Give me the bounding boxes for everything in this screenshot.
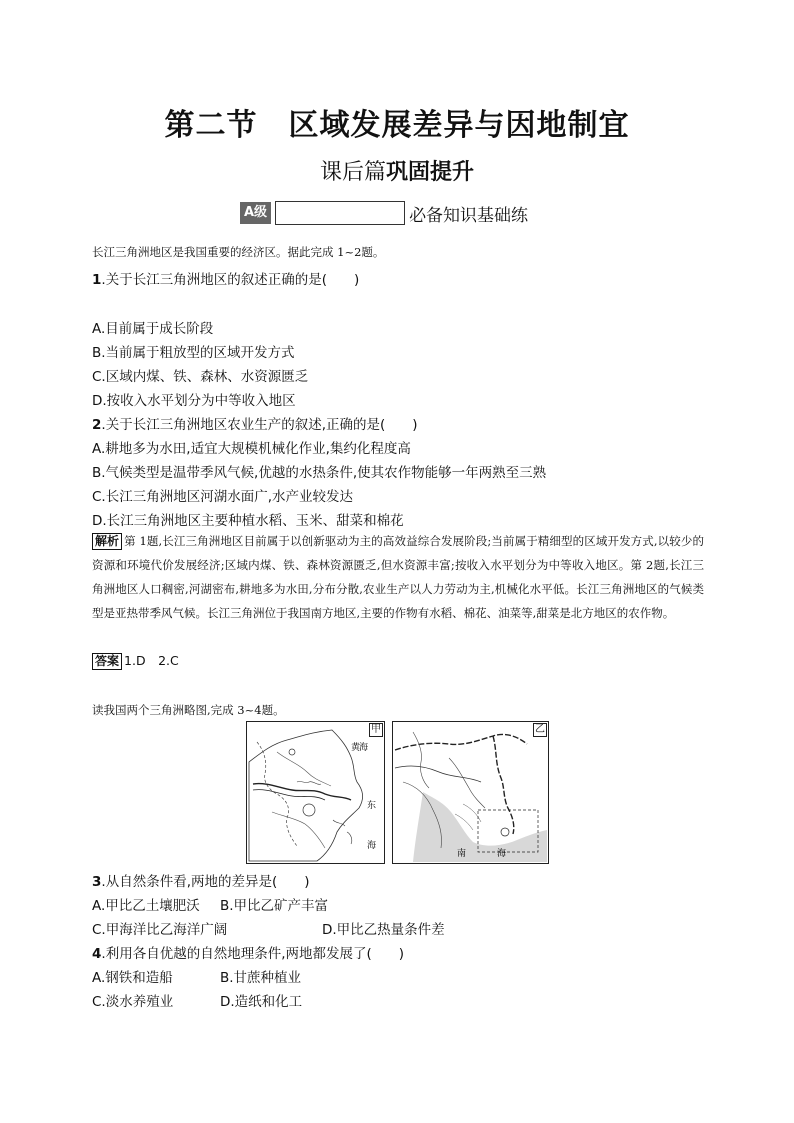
- question-1-stem: .关于长江三角洲地区的叙述正确的是( ): [101, 272, 360, 288]
- q2-option-d: D.长江三角洲地区主要种植水稻、玉米、甜菜和棉花: [92, 513, 404, 529]
- question-4: [92, 942, 404, 962]
- q1-option-c: C.区域内煤、铁、森林、水资源匮乏: [92, 369, 309, 385]
- intro-2: 读我国两个三角洲略图,完成 3~4题。: [92, 703, 285, 717]
- intro-1: 长江三角洲地区是我国重要的经济区。据此完成 1~2题。: [92, 245, 385, 259]
- map-jia-text-4: 海: [367, 840, 377, 850]
- page-title: 第二节 区域发展差异与因地制宜: [164, 108, 630, 143]
- analysis-block: [92, 529, 704, 625]
- map-yi-text-1: 南: [457, 848, 467, 858]
- q1-option-d: D.按收入水平划分为中等收入地区: [92, 393, 296, 409]
- q3-option-b: B.甲比乙矿产丰富: [220, 898, 329, 914]
- level-badge: A级: [240, 202, 271, 224]
- level-header: [240, 200, 528, 226]
- map-yi-label: 乙: [535, 724, 545, 735]
- question-2-stem: .关于长江三角洲地区农业生产的叙述,正确的是( ): [101, 417, 418, 433]
- answer-text: 1.D 2.C: [124, 653, 179, 668]
- q1-option-b: B.当前属于粗放型的区域开发方式: [92, 345, 295, 361]
- q4-option-d: D.造纸和化工: [220, 994, 303, 1010]
- subtitle-part-a: 课后篇: [319, 160, 386, 185]
- level-label: 必备知识基础练: [409, 205, 529, 226]
- question-3: [92, 870, 310, 890]
- question-3-stem: .从自然条件看,两地的差异是( ): [101, 874, 310, 890]
- question-2-number: 2: [92, 417, 102, 433]
- analysis-tag: 解析: [92, 533, 122, 550]
- q4-option-b: B.甘蔗种植业: [220, 970, 302, 986]
- map-jia-drawing: [247, 722, 384, 863]
- q3-option-d: D.甲比乙热量条件差: [322, 922, 445, 938]
- map-jia-text-3: 东: [367, 800, 377, 810]
- q1-option-a: A.目前属于成长阶段: [92, 321, 214, 337]
- q3-option-a: A.甲比乙土壤肥沃: [92, 898, 200, 914]
- map-yi-drawing: [393, 722, 548, 863]
- q4-option-c: C.淡水养殖业: [92, 994, 174, 1010]
- map-jia-label: 甲: [371, 724, 381, 735]
- question-1-number: 1: [92, 272, 102, 288]
- question-3-number: 3: [92, 874, 102, 890]
- question-2: [92, 413, 418, 433]
- question-4-number: 4: [92, 946, 102, 962]
- section-subtitle: [0, 155, 794, 186]
- map-jia-text-2: 海: [359, 742, 369, 752]
- question-4-stem: .利用各自优越的自然地理条件,两地都发展了( ): [101, 946, 405, 962]
- q2-option-a: A.耕地多为水田,适宜大规模机械化作业,集约化程度高: [92, 441, 411, 457]
- map-yi: [392, 721, 549, 864]
- map-jia: [246, 721, 385, 864]
- question-1: [92, 268, 359, 288]
- q4-option-a: A.钢铁和造船: [92, 970, 173, 986]
- q3-option-c: C.甲海洋比乙海洋广阔: [92, 922, 228, 938]
- map-yi-text-2: 海: [497, 848, 507, 858]
- answer-tag: 答案: [92, 653, 122, 670]
- map-jia-text-1: 黄: [351, 742, 361, 752]
- score-box[interactable]: [275, 201, 405, 225]
- q2-option-c: C.长江三角洲地区河湖水面广,水产业较发达: [92, 489, 354, 505]
- subtitle-part-b: 巩固提升: [386, 160, 475, 185]
- analysis-text: 第 1题,长江三角洲地区目前属于以创新驱动为主的高效益综合发展阶段;当前属于精细型的区域开发方式,以较少的资源和环境代价发展经济;区域内煤、铁、森林资源匮乏,但水资源丰富;按收入水平划分为中等收入地区。第 2题,长江三角洲地区人口稠密,河湖密布,耕地多为水田,分布分散,农业生产以人力劳动为主,机械化水平低。长江三角洲地区的气候类型是亚热带季风气候。长江三角洲位于我国南方地区,主要的作物有水稻、棉花、油菜等,甜菜是北方地区的农作物。: [92, 534, 704, 620]
- q2-option-b: B.气候类型是温带季风气候,优越的水热条件,使其农作物能够一年两熟至三熟: [92, 465, 547, 481]
- answer-block: [92, 651, 179, 670]
